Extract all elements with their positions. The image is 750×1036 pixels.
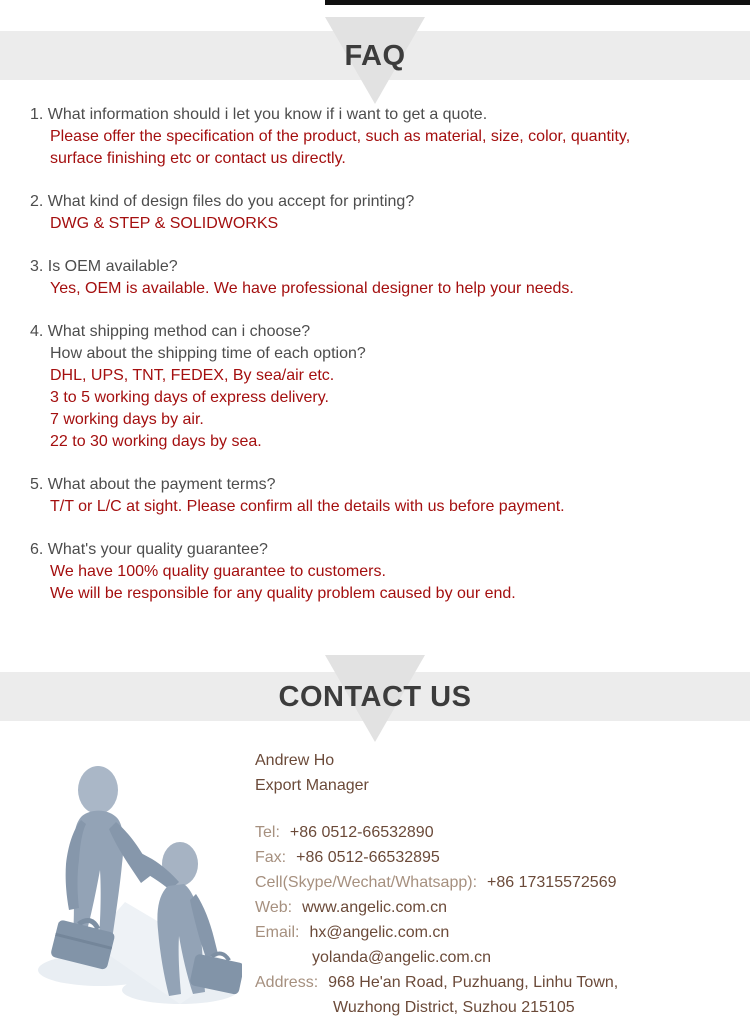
contact-value: Wuzhong District, Suzhou 215105 xyxy=(333,999,575,1016)
top-divider-bar xyxy=(325,0,750,5)
contact-label: Fax: xyxy=(255,849,287,866)
contact-line xyxy=(255,845,735,870)
faq-answer: surface finishing etc or contact us directly. xyxy=(50,150,346,167)
faq-answer: Yes, OEM is available. We have professional designer to help your needs. xyxy=(50,280,574,297)
contact-label: Address: xyxy=(255,974,319,991)
contact-value: 968 He'an Road, Puzhuang, Linhu Town, xyxy=(328,974,619,991)
faq-question: 4. What shipping method can i choose? xyxy=(30,323,311,340)
faq-answer: DHL, UPS, TNT, FEDEX, By sea/air etc. xyxy=(50,367,335,384)
faq-answer: T/T or L/C at sight. Please confirm all the details with us before payment. xyxy=(50,498,565,515)
faq-section-title: FAQ xyxy=(344,40,406,72)
faq-question: 5. What about the payment terms? xyxy=(30,476,276,493)
contact-line xyxy=(255,920,735,945)
faq-answer: 3 to 5 working days of express delivery. xyxy=(50,389,329,406)
contact-value: +86 0512-66532895 xyxy=(296,849,440,866)
contact-label: Email: xyxy=(255,924,300,941)
faq-answer: Please offer the specification of the product, such as material, size, color, quantity, xyxy=(50,128,631,145)
contact-line xyxy=(255,820,735,845)
contact-section-title: CONTACT US xyxy=(278,681,472,713)
faq-question: 3. Is OEM available? xyxy=(30,258,178,275)
contact-value: +86 17315572569 xyxy=(487,874,617,891)
faq-item xyxy=(30,474,730,518)
faq-question: 2. What kind of design files do you accept for printing? xyxy=(30,193,415,210)
contact-value: www.angelic.com.cn xyxy=(302,899,448,916)
faq-answer: 22 to 30 working days by sea. xyxy=(50,433,262,450)
contact-line xyxy=(255,995,735,1020)
faq-answer: DWG & STEP & SOLIDWORKS xyxy=(50,215,279,232)
contact-info xyxy=(255,748,735,1020)
contact-label: Tel: xyxy=(255,824,280,841)
contact-label: Cell(Skype/Wechat/Whatsapp): xyxy=(255,874,478,891)
contact-person: Export Manager xyxy=(255,777,369,794)
contact-person: Andrew Ho xyxy=(255,752,335,769)
faq-answer: 7 working days by air. xyxy=(50,411,204,428)
faq-question: How about the shipping time of each option? xyxy=(50,345,366,362)
contact-value: hx@angelic.com.cn xyxy=(309,924,450,941)
faq-question: 1. What information should i let you know if i want to get a quote. xyxy=(30,106,488,123)
contact-label: Web: xyxy=(255,899,293,916)
contact-line xyxy=(255,870,735,895)
faq-answer: We have 100% quality guarantee to customers. xyxy=(50,563,386,580)
faq-item xyxy=(30,256,730,300)
faq-question: 6. What's your quality guarantee? xyxy=(30,541,268,558)
faq-item xyxy=(30,539,730,605)
faq-item xyxy=(30,321,730,453)
contact-value: +86 0512-66532890 xyxy=(289,824,434,841)
contact-value: yolanda@angelic.com.cn xyxy=(312,949,492,966)
faq-item xyxy=(30,191,730,235)
handshake-illustration-svg xyxy=(30,752,242,1012)
faq-item xyxy=(30,104,730,170)
faq-answer: We will be responsible for any quality problem caused by our end. xyxy=(50,585,516,602)
contact-line xyxy=(255,970,735,995)
contact-line xyxy=(255,748,735,773)
contact-line xyxy=(255,945,735,970)
handshake-figures-image xyxy=(30,752,242,1012)
contact-line xyxy=(255,773,735,798)
faq-list xyxy=(30,104,730,626)
contact-line xyxy=(255,895,735,920)
